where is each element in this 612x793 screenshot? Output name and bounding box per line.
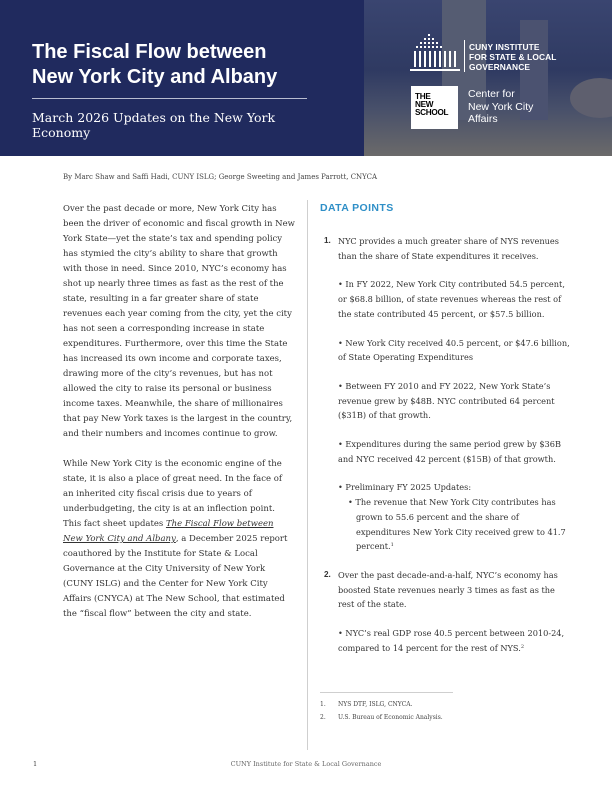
- byline: By Marc Shaw and Saffi Hadi, CUNY ISLG; George Sweeting and James Parrott, CNYCA: [63, 173, 378, 181]
- footnote-2: 2. U.S. Bureau of Economic Analysis.: [320, 714, 443, 721]
- cuny-logo-divider: [464, 40, 465, 72]
- page-footer: CUNY Institute for State & Local Governance: [230, 760, 382, 768]
- body-column: [63, 202, 295, 637]
- title-line-1: The Fiscal Flow between: [32, 41, 267, 63]
- sub-bullet-item: • The revenue that New York City contributes has grown to 55.6 percent and the share of expenditures New York City received grew to 41.7 percent.$^1$: [348, 497, 566, 552]
- cuny-building-icon: [410, 34, 462, 74]
- footnote-1: 1. NYS DTF, ISLG, CNYCA.: [320, 701, 413, 708]
- title-line-2: New York City and Albany: [32, 66, 278, 88]
- new-school-logo: [411, 86, 458, 129]
- data-points-column: [320, 234, 570, 655]
- title-divider: [32, 98, 307, 99]
- column-divider: [307, 200, 308, 750]
- report-link[interactable]: The Fiscal Flow between New York City and Albany: [63, 519, 274, 544]
- footnote-ref[interactable]: 1: [390, 542, 394, 549]
- bullet-item: • NYC’s real GDP rose 40.5 percent between 2010-24, compared to 14 percent for the rest of NYS.$^2$: [338, 628, 565, 653]
- page-subtitle: March 2026 Updates on the New York Economy: [32, 110, 276, 140]
- bullet-item: • Between FY 2010 and FY 2022, New York State’s revenue grew by $48B. NYC contributed 64 percent ($31B) of that growth.: [338, 380, 555, 421]
- data-point-1: [320, 234, 570, 263]
- data-point-number: 1.: [324, 236, 331, 245]
- page-number: 1: [33, 760, 38, 768]
- footnote-ref[interactable]: 2: [520, 643, 525, 650]
- body-paragraph-1: Over the past decade or more, New York City has been the driver of economic and fiscal growth in New York State—yet the state’s tax and spending policy has stymied the city’s ability to share that growth with those in need. Since 2010, NYC’s economy has shot up nearly three times as fast as the rest of the state, resulting in a far greater share of state revenues each year coming from the city, yet the city has not seen a corresponding increase in state expenditures. Furthermore, over this time the State has increased its own income and corporate taxes, drawing more of the city’s revenues, but has not allowed the city to raise its personal or business income taxes. Meanwhile, the share of millionaires that pay New York taxes is the largest in the country, and their numbers and incomes continue to grow.: [63, 204, 295, 439]
- header-banner: [0, 0, 612, 156]
- data-point-number: 2.: [324, 569, 331, 579]
- albany-skyline-photo: [364, 0, 612, 156]
- data-points-heading: DATA POINTS: [320, 202, 394, 214]
- bullet-item: • Preliminary FY 2025 Updates:: [338, 482, 472, 493]
- data-point-2: [320, 568, 570, 612]
- center-nyc-affairs-logo: Center for New York City Affairs: [468, 88, 534, 125]
- bullet-item: • Expenditures during the same period grew by $36B and NYC received 42 percent ($15B) of that growth.: [338, 439, 561, 464]
- body-paragraph-2: While New York City is the economic engine of the state, it is also a place of great need. In the face of an inherited city fiscal crisis due to years of underbudgeting, the city is at an inflection point. This fact sheet updates The Fiscal Flow between New York City and Albany, a December 2025 report coauthored by the Institute for State & Local Governance at the City University of New York (CUNY ISLG) and the Center for New York City Affairs (CNYCA) at The New School, that estimated the “fiscal flow” between the city and state.: [63, 459, 288, 619]
- bullet-item: • New York City received 40.5 percent, or $47.6 billion, of State Operating Expenditures: [338, 337, 570, 363]
- page-title: [32, 40, 332, 90]
- data-point-text: NYC provides a much greater share of NYS revenues than the share of State expenditures it receives.: [338, 236, 559, 261]
- new-school-wordmark: THE NEW SCHOOL: [415, 92, 449, 117]
- bullet-item: • In FY 2022, New York City contributed 54.5 percent, or $68.8 billion, of state revenues whereas the rest of the state contributed 45 percent, or $57.5 billion.: [338, 279, 565, 319]
- cuny-institute-logo: CUNY INSTITUTE FOR STATE & LOCAL GOVERNANCE: [469, 42, 557, 72]
- data-point-text: Over the past decade-and-a-half, NYC’s economy has boosted State revenues nearly 3 times as fast as the rest of the state.: [338, 569, 558, 610]
- footnote-divider: [320, 692, 453, 693]
